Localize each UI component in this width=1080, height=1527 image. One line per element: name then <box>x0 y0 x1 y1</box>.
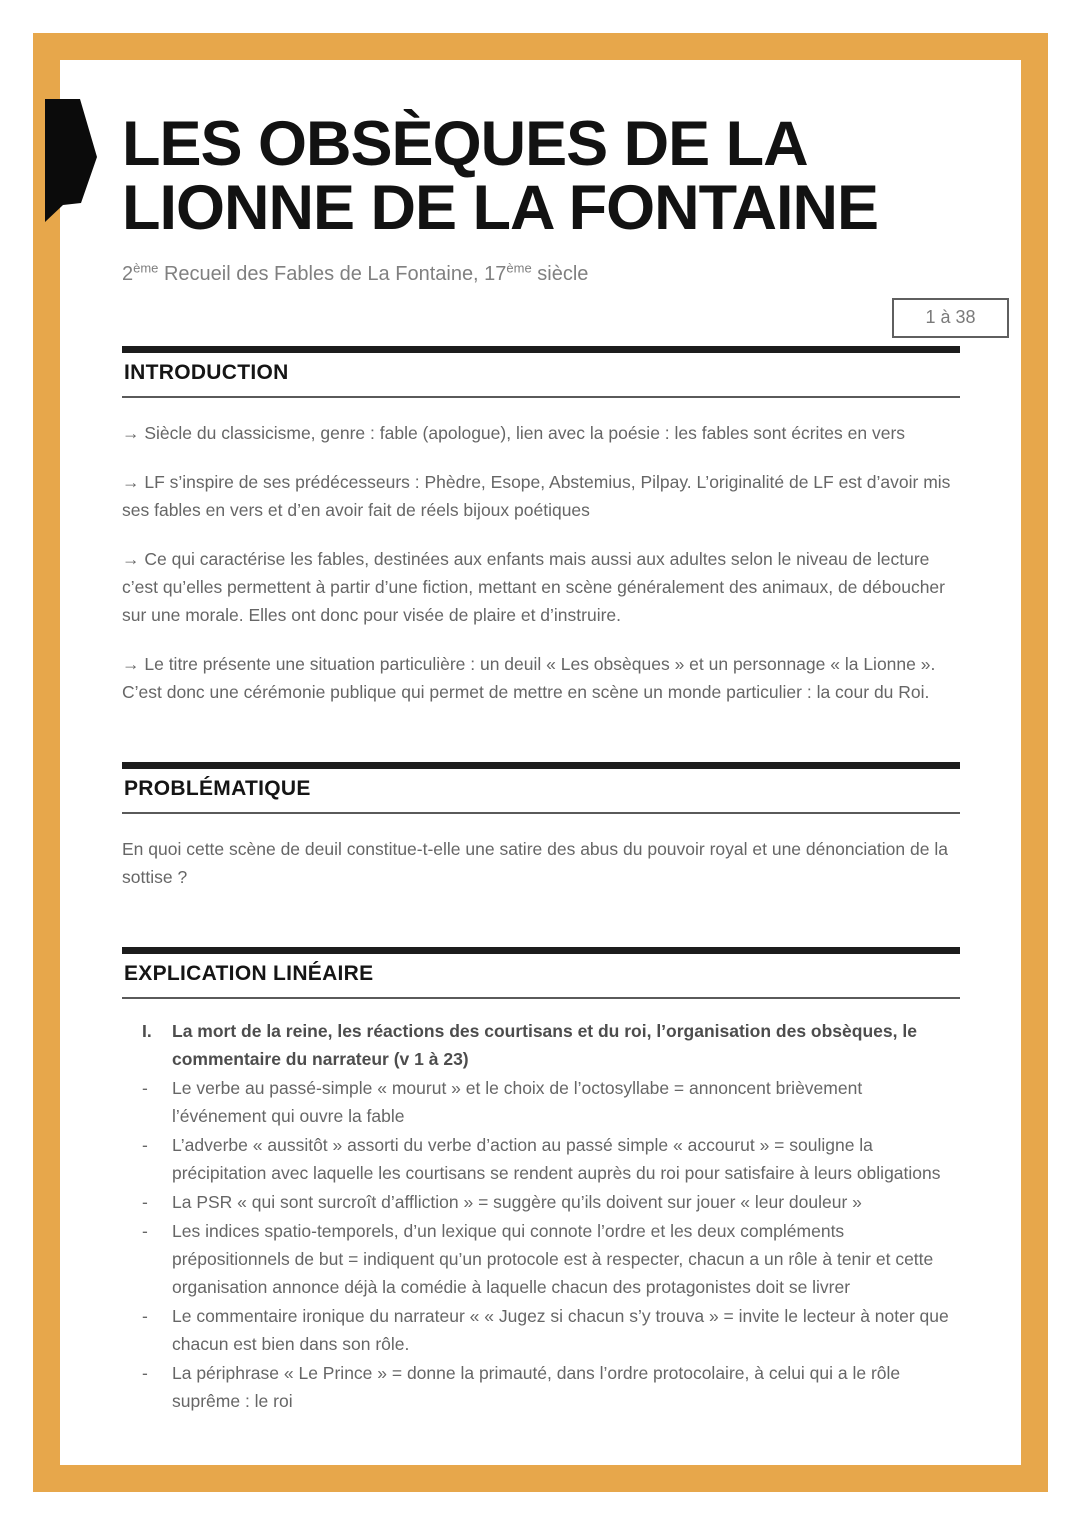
dash-marker: - <box>142 1220 148 1241</box>
spacer <box>122 727 960 754</box>
section-header: PROBLÉMATIQUE <box>122 762 960 814</box>
subtitle-suffix: siècle <box>531 262 589 285</box>
dash-marker: - <box>142 1305 148 1326</box>
list-item-text: Le commentaire ironique du narrateur « « Jugez si chacun s’y trouva » = invite le lecteur à noter que chacun est bien dans son rôle. <box>172 1305 949 1354</box>
dash-marker: - <box>142 1077 148 1098</box>
section-introduction <box>122 346 960 706</box>
list-item <box>142 1359 960 1415</box>
intro-paragraph: → Le titre présente une situation particulière : un deuil « Les obsèques » et un personnage « la Lionne ». C’est donc une cérémonie publique qui permet de mettre en scène un monde particulier : la cour du Roi. <box>122 653 936 702</box>
section-header: EXPLICATION LINÉAIRE <box>122 947 960 999</box>
list-item <box>142 1302 960 1358</box>
badge-row <box>122 298 1009 338</box>
list-item-text: La périphrase « Le Prince » = donne la primauté, dans l’ordre protocolaire, à celui qui a le rôle suprême : le roi <box>172 1362 901 1411</box>
dash-marker: - <box>142 1134 148 1155</box>
verse-range-badge: 1 à 38 <box>892 298 1009 338</box>
spacer <box>122 912 960 939</box>
subtitle-superscript: ème <box>506 259 532 275</box>
outline-heading-text: La mort de la reine, les réactions des courtisans et du roi, l’organisation des obsèques, le commentaire du narrateur (v 1 à 23) <box>172 1020 917 1069</box>
problematique-text: En quoi cette scène de deuil constitue-t-elle une satire des abus du pouvoir royal et une dénonciation de la sottise ? <box>122 838 948 887</box>
subtitle-middle: Recueil des Fables de La Fontaine, 17 <box>158 262 507 285</box>
page-title-line1: LES OBSÈQUES DE LA <box>122 109 808 179</box>
intro-paragraph: → Ce qui caractérise les fables, destinées aux enfants mais aussi aux adultes selon le niveau de lecture c’est qu’elles permettent à partir d’une fiction, mettant en scène généralement des animaux, de déboucher sur une morale. Elles ont donc pour visée de plaire et d’instruire. <box>122 548 945 625</box>
explication-list <box>122 1017 960 1415</box>
subtitle-prefix: 2 <box>122 262 134 285</box>
section-header: INTRODUCTION <box>122 346 960 398</box>
page-subtitle <box>122 259 960 286</box>
subtitle-superscript: ème <box>133 259 159 275</box>
list-item <box>142 1131 960 1187</box>
outline-heading-item <box>142 1017 960 1073</box>
bookmark-icon <box>45 99 97 222</box>
outline-numeral: I. <box>142 1020 152 1041</box>
list-item-text: L’adverbe « aussitôt » assorti du verbe d’action au passé simple « accourut » = souligne la précipitation avec laquelle les courtisans se rendent auprès du roi pour satisfaire à leurs obligations <box>172 1134 941 1183</box>
page-content <box>60 60 1022 1416</box>
page-title-line2: LIONNE DE LA FONTAINE <box>122 173 878 244</box>
list-item <box>142 1074 960 1130</box>
page-title <box>122 109 960 244</box>
list-item-text: Les indices spatio-temporels, d’un lexique qui connote l’ordre et les deux compléments prépositionnels de but = indiquent qu’un protocole est à respecter, chacun a un rôle à tenir et cette organisation annonce déjà la comédie à laquelle chacun des protagonistes doit se livrer <box>172 1220 934 1297</box>
section-explication-lineaire <box>122 947 960 1415</box>
list-item-text: Le verbe au passé-simple « mourut » et le choix de l’octosyllabe = annoncent brièvement l’événement qui ouvre la fable <box>172 1077 863 1126</box>
intro-paragraph: → LF s’inspire de ses prédécesseurs : Phèdre, Esope, Abstemius, Pilpay. L’originalité de LF est d’avoir mis ses fables en vers et d’en avoir fait de réels bijoux poétiques <box>122 471 951 520</box>
dash-marker: - <box>142 1362 148 1383</box>
list-item <box>142 1188 960 1216</box>
section-problematique <box>122 762 960 891</box>
list-item <box>142 1217 960 1301</box>
intro-paragraph: → Siècle du classicisme, genre : fable (apologue), lien avec la poésie : les fables sont écrites en vers <box>122 422 906 443</box>
dash-marker: - <box>142 1191 148 1212</box>
list-item-text: La PSR « qui sont surcroît d’affliction » = suggère qu’ils doivent sur jouer « leur douleur » <box>172 1191 862 1212</box>
